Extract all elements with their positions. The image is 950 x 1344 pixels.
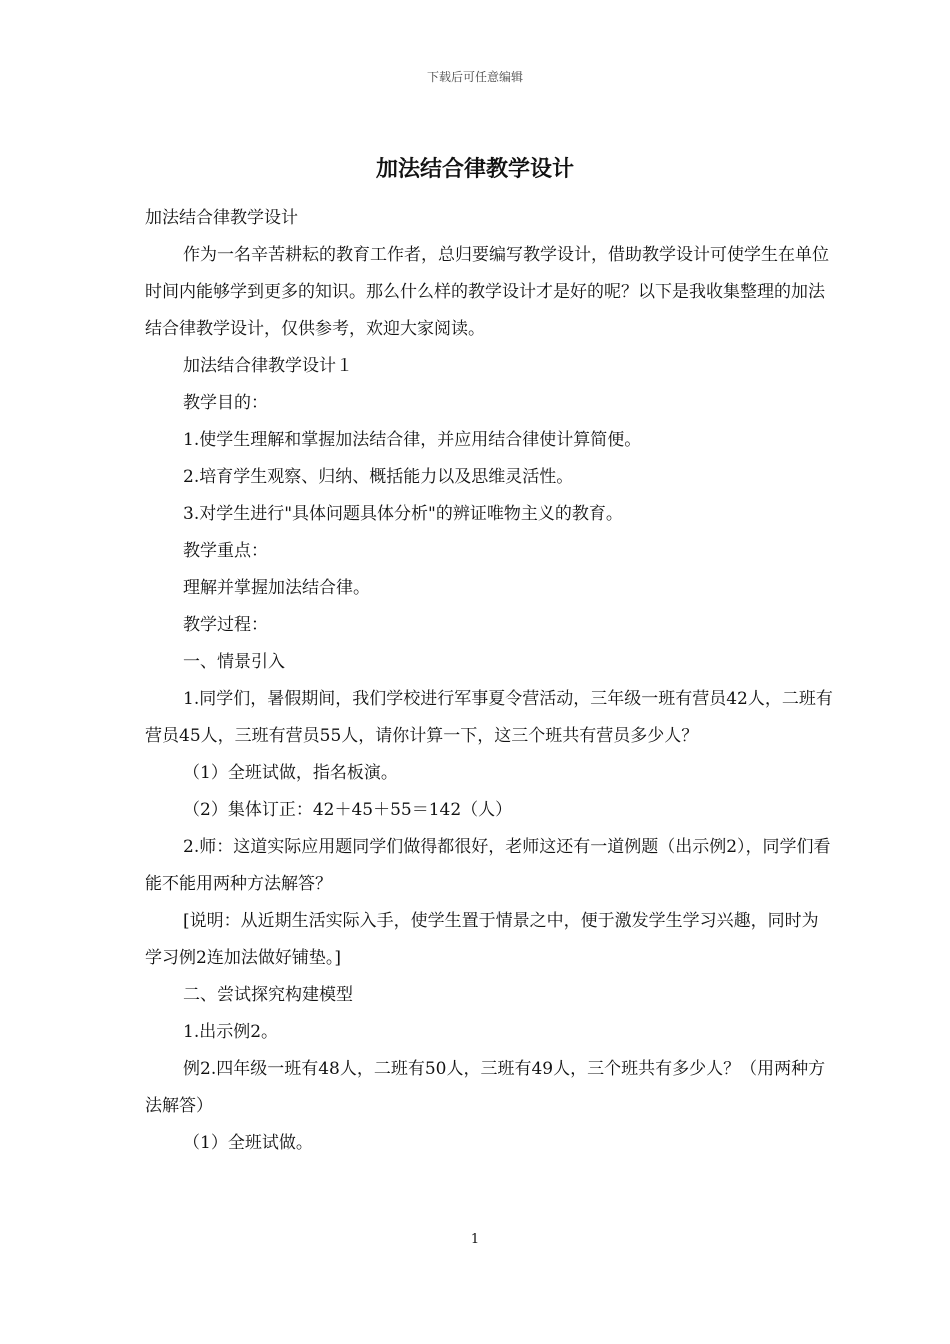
paragraph: 教学重点：	[183, 541, 268, 561]
paragraph: （1）全班试做。	[183, 1133, 313, 1153]
paragraph: 1.同学们，暑假期间，我们学校进行军事夏令营活动，三年级一班有营员42人，二班有营员45人，三班有营员55人，请你计算一下，这三个班共有营员多少人？	[145, 689, 833, 746]
page-header: 下载后可任意编辑	[426, 70, 523, 84]
paragraph: （1）全班试做，指名板演。	[183, 763, 398, 783]
paragraph: 一、情景引入	[183, 652, 285, 672]
paragraph: 1.使学生理解和掌握加法结合律，并应用结合律使计算简便。	[183, 430, 642, 450]
paragraph: 例2.四年级一班有48人，二班有50人，三班有49人，三个班共有多少人？（用两种方法解答）	[145, 1059, 826, 1116]
paragraph: 教学过程：	[183, 615, 268, 635]
page-number: 1	[470, 1232, 480, 1247]
paragraph: 3.对学生进行"具体问题具体分析"的辨证唯物主义的教育。	[183, 504, 623, 524]
paragraph: 理解并掌握加法结合律。	[183, 578, 370, 598]
document-title: 加法结合律教学设计	[375, 156, 574, 182]
paragraph: 二、尝试探究构建模型	[183, 985, 353, 1005]
paragraph: 加法结合律教学设计１	[183, 356, 353, 376]
paragraph: 1.出示例2。	[183, 1022, 279, 1042]
paragraph: 作为一名辛苦耕耘的教育工作者，总归要编写教学设计，借助教学设计可使学生在单位时间内能够学到更多的知识。那么什么样的教学设计才是好的呢？以下是我收集整理的加法结合律教学设计，仅供参考，欢迎大家阅读。	[145, 245, 829, 339]
paragraph: 教学目的：	[183, 393, 268, 413]
paragraph: [说明：从近期生活实际入手，使学生置于情景之中，便于激发学生学习兴趣，同时为学习例2连加法做好铺垫。]	[145, 911, 819, 968]
paragraph: 2.师：这道实际应用题同学们做得都很好，老师这还有一道例题（出示例2），同学们看能不能用两种方法解答？	[145, 837, 831, 894]
document-body	[145, 200, 833, 1162]
paragraph: 加法结合律教学设计	[145, 208, 298, 228]
paragraph: （2）集体订正：42＋45＋55＝142（人）	[183, 800, 513, 820]
paragraph: 2.培育学生观察、归纳、概括能力以及思维灵活性。	[183, 467, 574, 487]
